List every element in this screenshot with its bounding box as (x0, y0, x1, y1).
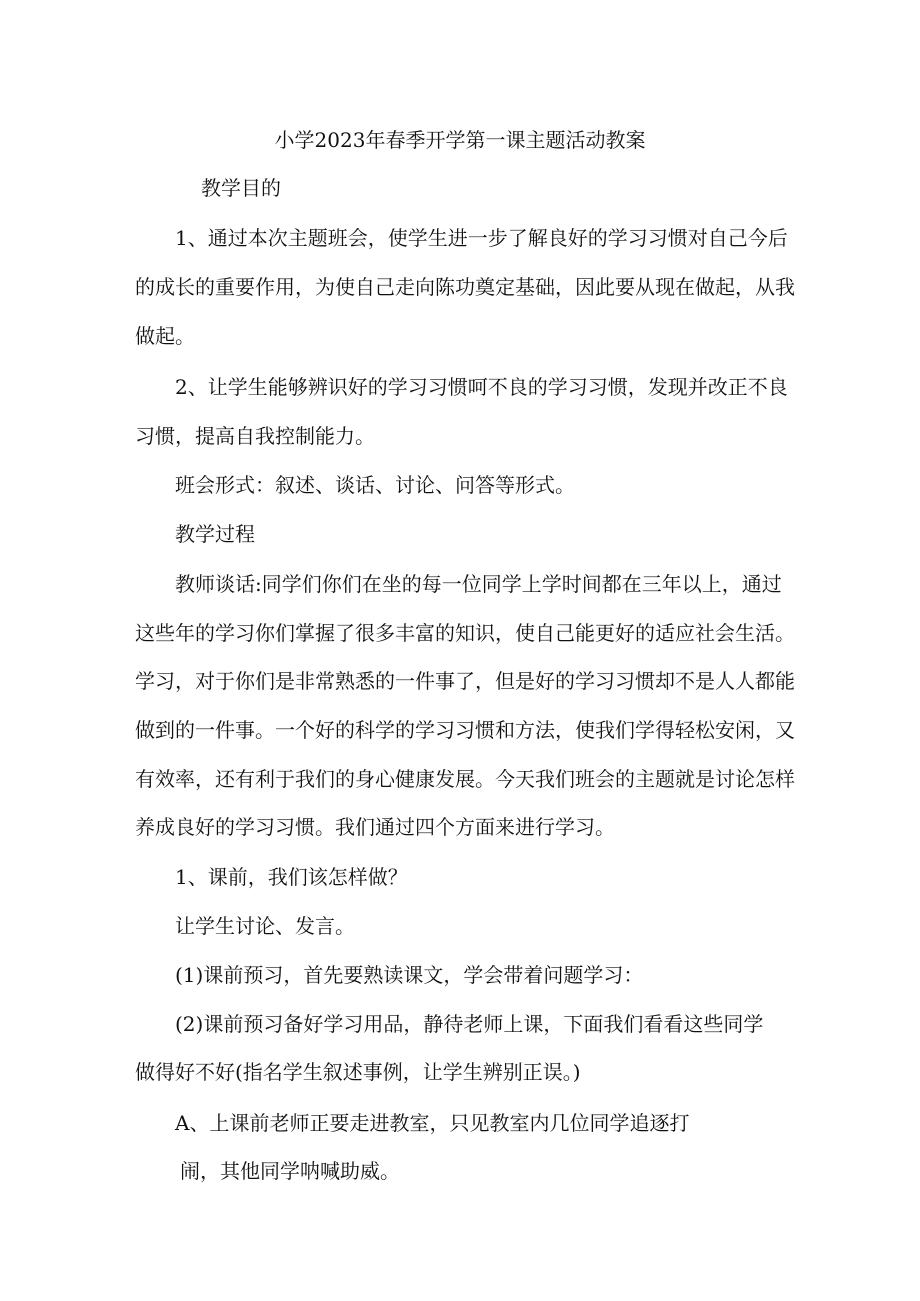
paragraph-line: 养成良好的学习习惯。我们通过四个方面来进行学习。 (135, 815, 615, 839)
paragraph-line: 1、课前，我们该怎样做？ (175, 865, 408, 889)
paragraph-line: 2、让学生能够辨识好的学习习惯呵不良的学习习惯，发现并改正不良 (175, 375, 788, 399)
paragraph-line: 教师谈话:同学们你们在坐的每一位同学上学时间都在三年以上，通过 (175, 572, 782, 596)
heading-teaching-goal: 教学目的 (201, 176, 281, 200)
paragraph-line: 做得好不好(指名学生叙述事例，让学生辨别正误。) (135, 1060, 581, 1084)
heading-teaching-process: 教学过程 (175, 522, 255, 546)
paragraph-line: 做起。 (135, 324, 195, 348)
paragraph-line: 闹，其他同学呐喊助威。 (180, 1159, 400, 1183)
paragraph-line: 学习，对于你们是非常熟悉的一件事了，但是好的学习习惯却不是人人都能 (135, 669, 795, 693)
document-title: 小学2023年春季开学第一课主题活动教案 (274, 128, 646, 152)
paragraph-line: 的成长的重要作用，为使自己走向陈功奠定基础，因此要从现在做起，从我 (135, 275, 795, 299)
paragraph-line: 这些年的学习你们掌握了很多丰富的知识，使自己能更好的适应社会生活。 (135, 621, 795, 645)
paragraph-line: 习惯，提高自我控制能力。 (135, 424, 375, 448)
paragraph-line: 让学生讨论、发言。 (175, 914, 355, 938)
paragraph-line: (1)课前预习，首先要熟读课文，学会带着问题学习： (175, 963, 644, 987)
paragraph-line: 做到的一件事。一个好的科学的学习习惯和方法，使我们学得轻松安闲，又 (135, 718, 795, 742)
paragraph-line: (2)课前预习备好学习用品，静待老师上课，下面我们看看这些同学 (175, 1012, 764, 1036)
paragraph-line: A、上课前老师正要走进教室，只见教室内几位同学追逐打 (175, 1111, 690, 1135)
paragraph-line: 1、通过本次主题班会，使学生进一步了解良好的学习习惯对自己今后 (175, 226, 788, 250)
paragraph-line: 班会形式：叙述、谈话、讨论、问答等形式。 (175, 473, 575, 497)
paragraph-line: 有效率，还有利于我们的身心健康发展。今天我们班会的主题就是讨论怎样 (135, 767, 795, 791)
